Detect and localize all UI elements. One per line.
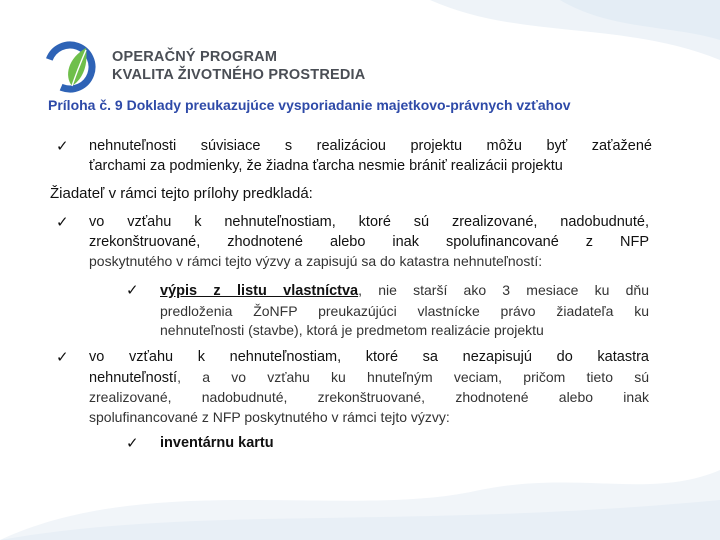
item-registered-line-3: poskytnutého v rámci tejto výzvy a zapisujú sa do katastra nehnuteľností: — [89, 253, 543, 269]
item-registered-property — [89, 213, 649, 272]
ownership-extract-rest: , nie starší ako 3 mesiace ku dňu — [358, 282, 649, 298]
item-unregistered-line-2 — [89, 368, 649, 389]
sub-item-inventory-card — [160, 434, 274, 454]
unregistered-rest: , a vo vzťahu ku hnuteľným veciam, pričom tieto sú — [177, 368, 649, 385]
program-logo-text — [112, 48, 365, 84]
sub-item-ownership-line-3: nehnuteľnosti (stavbe), ktorá je predmetom realizácie projektu — [160, 322, 544, 338]
checkmark-icon: ✓ — [56, 138, 69, 155]
item-encumbrance-line-1: nehnuteľnosti súvisiace s realizáciou projektu môžu byť zaťažené — [89, 138, 652, 154]
item-unregistered-line-4: spolufinancované z NFP poskytnutého v rámci tejto výzvy: — [89, 408, 450, 425]
item-encumbrance — [89, 137, 652, 176]
checkmark-icon: ✓ — [126, 435, 139, 452]
logo-line-1: OPERAČNÝ PROGRAM — [112, 49, 278, 65]
sub-item-ownership-extract — [160, 281, 649, 341]
checkmark-icon: ✓ — [56, 349, 69, 366]
sub-item-ownership-line-1 — [160, 281, 649, 302]
checkmark-icon: ✓ — [56, 214, 69, 231]
program-logo-icon — [42, 38, 102, 94]
item-registered-line-1: vo vzťahu k nehnuteľnostiam, ktoré sú zrealizované, nadobudnuté, — [89, 214, 649, 230]
sub-item-ownership-line-2: predloženia ŽoNFP preukazújúci vlastnícke právo žiadateľa ku — [160, 302, 649, 319]
item-registered-line-2: zrekonštruované, zhodnotené alebo inak spolufinancované z NFP — [89, 233, 649, 250]
checkmark-icon: ✓ — [126, 282, 139, 299]
item-unregistered-property — [89, 348, 649, 427]
applicant-lead-text: Žiadateľ v rámci tejto prílohy predkladá: — [50, 185, 313, 202]
item-encumbrance-line-2: ťarchami za podmienky, že žiadna ťarcha nesmie brániť realizácii projektu — [89, 157, 563, 174]
ownership-extract-label: výpis z listu vlastníctva — [160, 283, 359, 299]
unregistered-bold: nehnuteľností — [89, 369, 178, 386]
page-title: Príloha č. 9 Doklady preukazujúce vysporiadanie majetkovo-právnych vzťahov — [48, 97, 571, 113]
logo-line-2: KVALITA ŽIVOTNÉHO PROSTREDIA — [112, 67, 366, 83]
item-unregistered-line-3: zrealizované, nadobudnuté, zrekonštruované, zhodnotené alebo inak — [89, 389, 649, 405]
item-unregistered-line-1: vo vzťahu k nehnuteľnostiam, ktoré sa nezapisujú do katastra — [89, 349, 649, 365]
inventory-card-label: inventárnu kartu — [160, 435, 274, 451]
